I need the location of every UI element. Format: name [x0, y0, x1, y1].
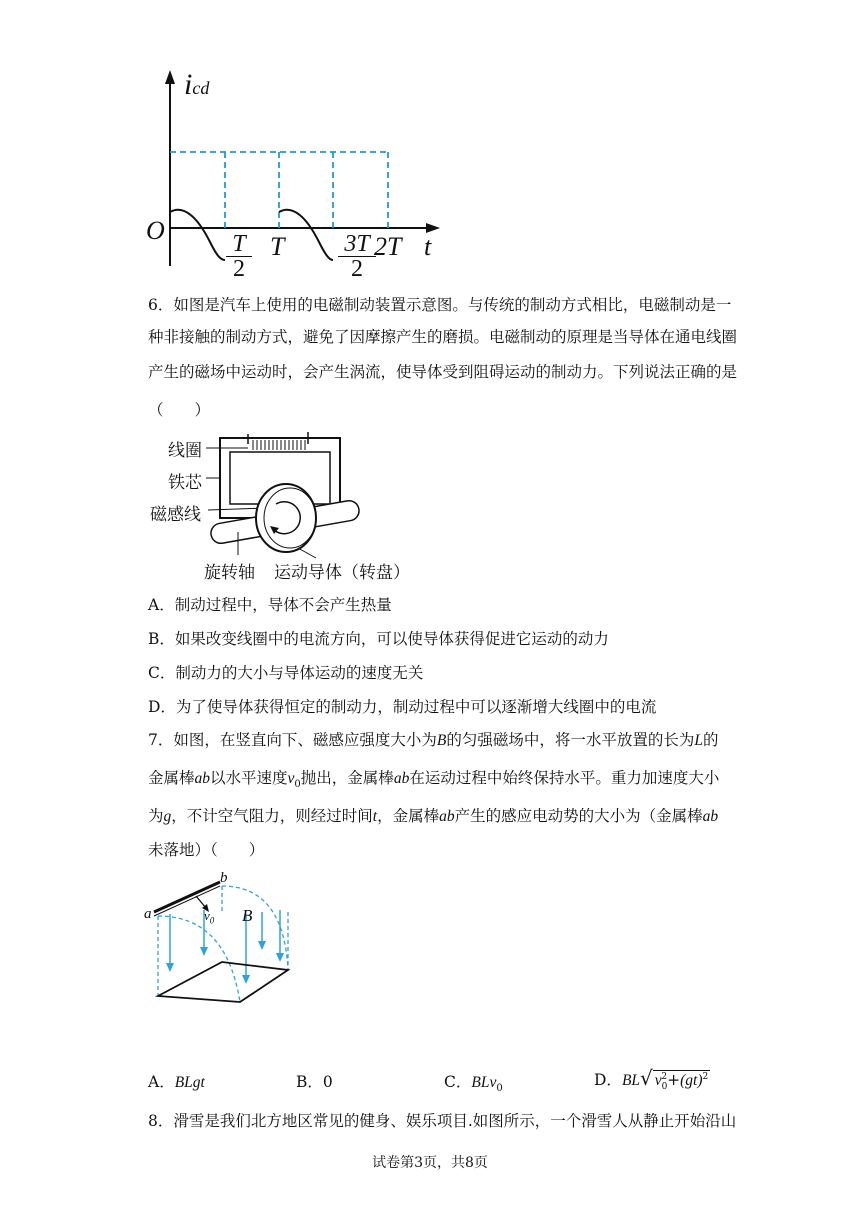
dashed-pulses: [170, 152, 388, 228]
q7-line-3: 为g，不计空气阻力，则经过时间t，金属棒ab产生的感应电动势的大小为（金属棒ab: [148, 807, 719, 825]
tick-T: T: [270, 232, 285, 261]
q6-line-4: （ ）: [148, 401, 211, 419]
tick-T-half: T 2: [226, 232, 252, 281]
q7-line-2: 金属棒ab以水平速度$v_0$抛出，金属棒ab在运动过程中始终保持水平。重力加速度大小: [148, 769, 720, 791]
q7-line-1: 7．如图，在竖直向下、磁感应强度大小为B的匀强磁场中，将一水平放置的长为L的: [148, 731, 719, 749]
label-shaft: 旋转轴: [204, 563, 255, 583]
tick-3T-half: 3T 2: [338, 232, 376, 281]
tick-2T: 2T: [374, 232, 402, 261]
x-axis-label: t: [424, 232, 432, 261]
q6-line-2: 种非接触的制动方式，避免了因摩擦产生的磨损。电磁制动的原理是当导体在通电线圈: [148, 328, 738, 346]
label-core: 铁芯: [168, 473, 202, 493]
current-curve-1: [170, 210, 225, 260]
label-B: B: [242, 906, 253, 925]
label-disk: 运动导体（转盘）: [274, 563, 410, 583]
current-curve-2: [279, 210, 333, 260]
q6-line-1: 6．如图是汽车上使用的电磁制动装置示意图。与传统的制动方式相比，电磁制动是一: [148, 296, 732, 314]
page-footer: 试卷第3页，共8页: [372, 1155, 488, 1171]
q7-option-d: D．BL√ $v_0^2+(gt)^2$: [594, 1066, 709, 1093]
label-v0: $v_0$: [204, 908, 215, 926]
q6-line-3: 产生的磁场中运动时，会产生涡流，使导体受到阻碍运动的制动力。下列说法正确的是: [148, 363, 738, 381]
q8-line-1: 8．滑雪是我们北方地区常见的健身、娱乐项目.如图所示，一个滑雪人从静止开始沿山: [148, 1112, 737, 1130]
q6-option-b: B．如果改变线圈中的电流方向，可以使导体获得促进它运动的动力: [148, 630, 609, 648]
label-a: a: [144, 906, 152, 922]
brake-diagram: [148, 430, 438, 585]
current-graph: [140, 66, 460, 286]
rod-diagram-svg: [140, 870, 310, 1020]
origin-label: O: [146, 216, 165, 245]
q7-option-b: B．0: [296, 1073, 333, 1091]
q7-line-4: 未落地）（ ）: [148, 841, 265, 859]
label-field-lines: 磁感线: [150, 505, 201, 525]
y-axis-arrow: [165, 70, 175, 84]
q6-option-c: C．制动力的大小与导体运动的速度无关: [148, 664, 424, 682]
rod-diagram: [140, 870, 310, 1020]
q6-option-a: A．制动过程中，导体不会产生热量: [148, 596, 392, 614]
label-b: b: [220, 870, 228, 886]
y-axis-label: icd: [184, 68, 210, 101]
q6-option-d: D．为了使导体获得恒定的制动力，制动过程中可以逐渐增大线圈中的电流: [148, 698, 657, 716]
q7-option-c: C．BLv$_0$: [444, 1073, 503, 1095]
q7-option-a: A．BLgt: [148, 1073, 205, 1091]
label-coil: 线圈: [168, 441, 202, 461]
